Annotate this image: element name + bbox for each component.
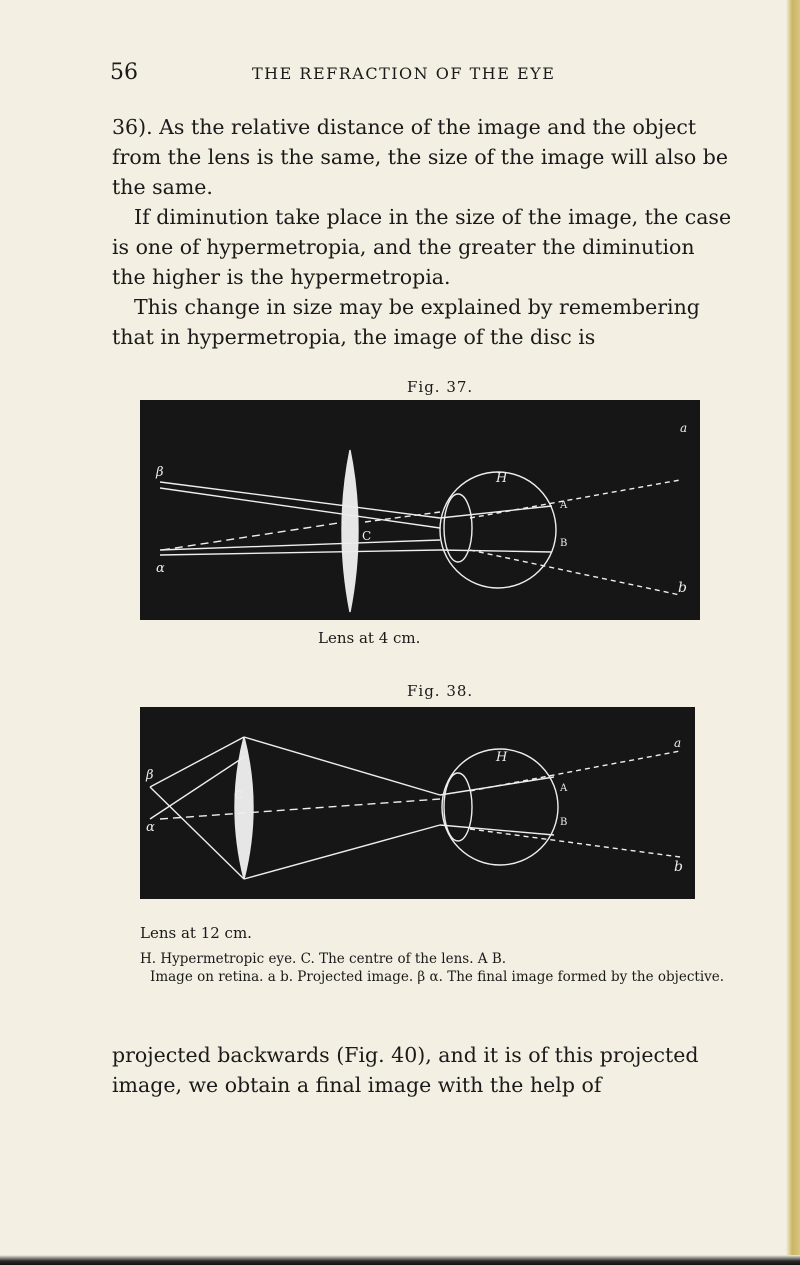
- figure-37-diagram: [140, 400, 700, 620]
- figure-38-label: Fig. 38.: [407, 682, 474, 700]
- eye-lens: [444, 494, 472, 562]
- label-beta: β: [146, 768, 154, 783]
- label-b-upper: B: [560, 538, 568, 549]
- figure-legend: [140, 950, 730, 986]
- label-h: H: [496, 471, 508, 486]
- figure-37: [140, 400, 700, 620]
- convex-lens: [235, 737, 253, 879]
- paragraph-1: 36). As the relative distance of the image and the object from the lens is the same, the size of the image will also be the same.: [112, 115, 729, 199]
- convex-lens: [342, 450, 358, 612]
- paragraph-2: If diminution take place in the size of the image, the case is one of hypermetropia, and the greater the diminution the higher is the hypermetropia.: [112, 205, 732, 289]
- label-alpha: α: [146, 820, 155, 835]
- eye-outline: [440, 472, 556, 588]
- label-a-upper: A: [560, 783, 568, 794]
- label-a-lower: a: [674, 736, 682, 750]
- figure-38: [140, 707, 695, 899]
- label-b-upper: B: [560, 817, 568, 828]
- page-edge-right: [786, 0, 800, 1265]
- legend-line-2: Image on retina. a b. Projected image. β α. The final image formed by the objective.: [150, 969, 725, 985]
- legend-line-1: H. Hypermetropic eye. C. The centre of the lens. A B.: [140, 951, 507, 967]
- figure-37-caption: Lens at 4 cm.: [318, 629, 421, 647]
- running-head: THE REFRACTION OF THE EYE: [252, 64, 556, 83]
- page-edge-bottom: [0, 1255, 800, 1265]
- label-c: C: [362, 529, 372, 543]
- label-h: H: [496, 750, 508, 765]
- label-a-lower: a: [680, 421, 688, 435]
- label-b-lower: b: [678, 580, 687, 596]
- label-alpha: α: [156, 561, 165, 576]
- figure-38-diagram: [140, 707, 695, 899]
- label-a-upper: A: [560, 500, 568, 511]
- paragraph-4: projected backwards (Fig. 40), and it is of this projected image, we obtain a final image with the help of: [112, 1043, 699, 1097]
- paragraph-3: This change in size may be explained by remembering that in hypermetropia, the image of the disc is: [112, 295, 700, 349]
- eye-lens: [444, 773, 472, 841]
- page-number: 56: [110, 60, 138, 85]
- figure-38-caption: Lens at 12 cm.: [140, 924, 252, 942]
- label-c: C: [234, 788, 244, 802]
- label-beta: β: [156, 465, 164, 480]
- label-b-lower: b: [674, 859, 683, 875]
- eye-outline: [442, 749, 558, 865]
- figure-37-label: Fig. 37.: [407, 378, 474, 396]
